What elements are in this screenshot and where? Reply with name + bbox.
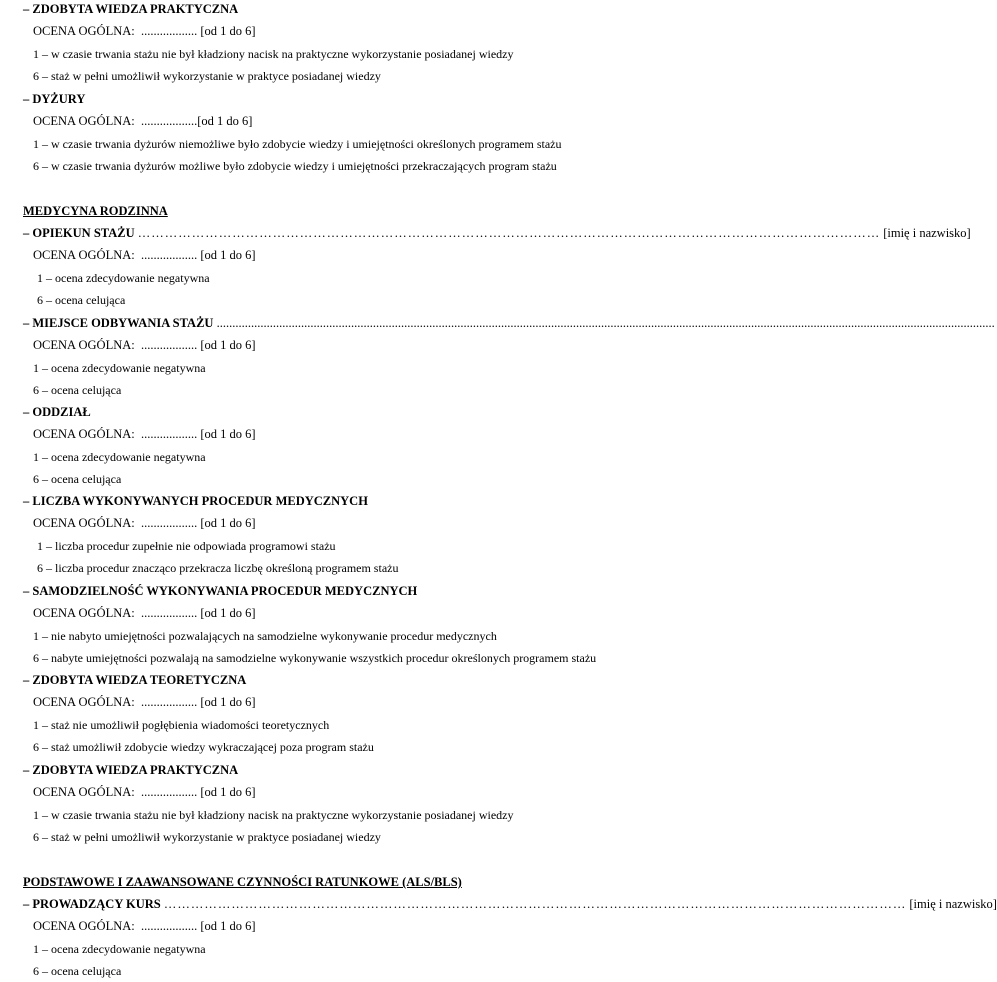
score-description: 1 – liczba procedur zupełnie nie odpowiada programowi stażu	[37, 539, 336, 553]
section-title: PODSTAWOWE I ZAAWANSOWANE CZYNNOŚCI RATUNKOWE (ALS/BLS)	[23, 875, 462, 889]
score-description: 6 – liczba procedur znacząco przekracza liczbę określoną programem stażu	[37, 561, 399, 575]
document-page: – ZDOBYTA WIEDZA PRAKTYCZNA OCENA OGÓLNA: .................. [od 1 do 6] 1 – w czasie trwania stażu nie był kładziony nacisk na praktyczne wykorzystanie posiadanej wiedzy 6 – staż w pełni umożliwił wykorzystanie w praktyce posiadanej wiedzy – DYŻURY OCENA OGÓLNA: ..................[od 1 do 6] 1 – w czasie trwania dyżurów niemożliwe było zdobycie wiedzy i umiejętności określonych programem stażu 6 – w czasie trwania dyżurów możliwe było zdobycie wiedzy i umiejętności przekraczających program stażu MEDYCYNA RODZINNA – OPIEKUN STAŻU ………………………………………………………………………………………………………………………………………………… [imię i nazwisko] OCENA OGÓLNA: .................. [od 1 do 6] 1 – ocena zdecydowanie negatywna 6 – ocena celująca – MIEJSCE ODBYWANIA STAŻU ......................................................................................................................................................................................................................................................... OCENA OGÓLNA: .................. [od 1 do 6] 1 – ocena zdecydowanie negatywna 6 – ocena celująca – ODDZIAŁ OCENA OGÓLNA: .................. [od 1 do 6] 1 – ocena zdecydowanie negatywna 6 – ocena celująca – LICZBA WYKONYWANYCH PROCEDUR MEDYCZNYCH OCENA OGÓLNA: .................. [od 1 do 6] 1 – liczba procedur zupełnie nie odpowiada programowi stażu 6 – liczba procedur znacząco przekracza liczbę określoną programem stażu – SAMODZIELNOŚĆ WYKONYWANIA PROCEDUR MEDYCZNYCH OCENA OGÓLNA: .................. [od 1 do 6] 1 – nie nabyto umiejętności pozwalających na samodzielne wykonywanie procedur medycznych 6 – nabyte umiejętności pozwalają na samodzielne wykonywanie wszystkich procedur określonych programem stażu – ZDOBYTA WIEDZA TEORETYCZNA OCENA OGÓLNA: .................. [od 1 do 6] 1 – staż nie umożliwił pogłębienia wiadomości teoretycznych 6 – staż umożliwił zdobycie wiedzy wykraczającej poza program stażu – ZDOBYTA WIEDZA PRAKTYCZNA OCENA OGÓLNA: .................. [od 1 do 6] 1 – w czasie trwania stażu nie był kładziony nacisk na praktyczne wykorzystanie posiadanej wiedzy 6 – staż w pełni umożliwił wykorzystanie w praktyce posiadanej wiedzy PODSTAWOWE I ZAAWANSOWANE CZYNNOŚCI RATUNKOWE (ALS/BLS) – PROWADZĄCY KURS ………………………………………………………………………………………………………………………………………………… [imię i nazwisko] OCENA OGÓLNA: .................. [od 1 do 6] 1 – ocena zdecydowanie negatywna 6 – ocena celująca	[23, 2, 997, 978]
criterion-header: – ZDOBYTA WIEDZA TEORETYCZNA	[23, 673, 247, 687]
criterion-header: – ZDOBYTA WIEDZA PRAKTYCZNA	[23, 763, 239, 777]
ocena-line: OCENA OGÓLNA: ..................[od 1 do 6]	[33, 114, 253, 128]
ocena-line: OCENA OGÓLNA: .................. [od 1 do 6]	[33, 338, 256, 352]
score-description: 1 – w czasie trwania stażu nie był kładziony nacisk na praktyczne wykorzystanie posiadanej wiedzy	[33, 47, 514, 61]
ocena-line: OCENA OGÓLNA: .................. [od 1 do 6]	[33, 785, 256, 799]
score-description: 6 – nabyte umiejętności pozwalają na samodzielne wykonywanie wszystkich procedur określonych programem stażu	[33, 651, 597, 665]
fill-in-dots: …………………………………………………………………………………………………………………………………………………	[137, 226, 881, 240]
score-description: 6 – ocena celująca	[33, 472, 122, 486]
ocena-line: OCENA OGÓLNA: .................. [od 1 do 6]	[33, 695, 256, 709]
score-description: 1 – staż nie umożliwił pogłębienia wiadomości teoretycznych	[33, 718, 330, 732]
fill-in-dots: .........................................................................................................................................................................................................................................................	[216, 316, 995, 330]
score-description: 6 – w czasie trwania dyżurów możliwe było zdobycie wiedzy i umiejętności przekraczających program stażu	[33, 159, 557, 173]
score-description: 1 – nie nabyto umiejętności pozwalających na samodzielne wykonywanie procedur medycznych	[33, 629, 497, 643]
fill-in-dots: …………………………………………………………………………………………………………………………………………………	[163, 897, 907, 911]
ocena-line: OCENA OGÓLNA: .................. [od 1 do 6]	[33, 606, 256, 620]
score-description: 6 – ocena celująca	[37, 293, 126, 307]
score-description: 6 – ocena celująca	[33, 383, 122, 397]
score-description: 1 – ocena zdecydowanie negatywna	[33, 361, 206, 375]
criterion-header: – LICZBA WYKONYWANYCH PROCEDUR MEDYCZNYCH	[23, 494, 368, 508]
section-title: MEDYCYNA RODZINNA	[23, 204, 168, 218]
score-description: 1 – w czasie trwania dyżurów niemożliwe było zdobycie wiedzy i umiejętności określonych programem stażu	[33, 137, 562, 151]
score-description: 6 – staż w pełni umożliwił wykorzystanie w praktyce posiadanej wiedzy	[33, 830, 381, 844]
score-description: 1 – ocena zdecydowanie negatywna	[33, 942, 206, 956]
criterion-header: – ODDZIAŁ	[23, 405, 91, 419]
ocena-line: OCENA OGÓLNA: .................. [od 1 do 6]	[33, 427, 256, 441]
score-description: 1 – ocena zdecydowanie negatywna	[37, 271, 210, 285]
criterion-header: – DYŻURY	[23, 92, 86, 106]
ocena-line: OCENA OGÓLNA: .................. [od 1 do 6]	[33, 919, 256, 933]
score-description: 6 – ocena celująca	[33, 964, 122, 978]
ocena-line: OCENA OGÓLNA: .................. [od 1 do 6]	[33, 248, 256, 262]
score-description: 6 – staż umożliwił zdobycie wiedzy wykraczającej poza program stażu	[33, 740, 374, 754]
score-description: 1 – w czasie trwania stażu nie był kładziony nacisk na praktyczne wykorzystanie posiadanej wiedzy	[33, 808, 514, 822]
score-description: 1 – ocena zdecydowanie negatywna	[33, 450, 206, 464]
score-description: 6 – staż w pełni umożliwił wykorzystanie w praktyce posiadanej wiedzy	[33, 69, 381, 83]
criterion-header: – SAMODZIELNOŚĆ WYKONYWANIA PROCEDUR MEDYCZNYCH	[23, 584, 418, 598]
criterion-header: – ZDOBYTA WIEDZA PRAKTYCZNA	[23, 2, 239, 16]
ocena-line: OCENA OGÓLNA: .................. [od 1 do 6]	[33, 24, 256, 38]
ocena-line: OCENA OGÓLNA: .................. [od 1 do 6]	[33, 516, 256, 530]
